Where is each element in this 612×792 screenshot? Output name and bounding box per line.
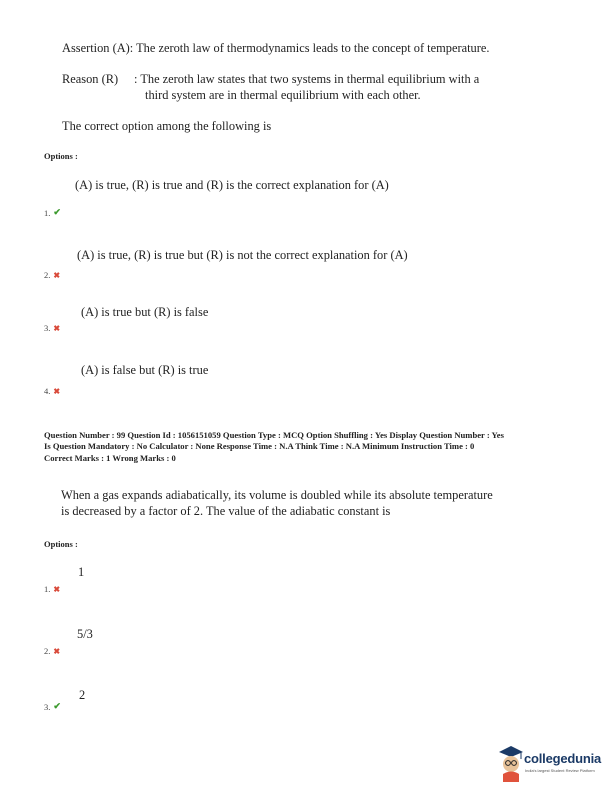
option-2-marker [44,270,60,280]
question-meta-line3: Correct Marks : 1 Wrong Marks : 0 [44,453,176,463]
option-1-marker [44,207,61,218]
question-prompt: The correct option among the following is [62,119,272,133]
logo-tagline: India's largest Student Review Platform [525,768,595,773]
check-icon: ✔ [53,701,61,711]
reason-label: Reason (R) [62,72,119,86]
option-number: 4. [44,386,51,396]
question-meta-line2: Is Question Mandatory : No Calculator : None Response Time : N.A Think Time : N.A Minimum Instruction Time : 0 [44,441,475,451]
q2-option-3-text: 2 [79,688,86,702]
option-number: 2. [44,646,51,656]
reason-text-line1: : The zeroth law states that two systems in thermal equilibrium with a [134,72,480,86]
question-meta-line1: Question Number : 99 Question Id : 1056151059 Question Type : MCQ Option Shuffling : Yes Display Question Number : Yes [44,430,504,440]
options-label: Options : [44,539,78,549]
cross-icon: ✖ [53,386,61,396]
q2-option-1-text: 1 [78,565,85,579]
option-2-text: (A) is true, (R) is true but (R) is not the correct explanation for (A) [77,248,408,262]
option-1-text: (A) is true, (R) is true and (R) is the correct explanation for (A) [75,178,389,192]
cross-icon: ✖ [53,584,61,594]
question2-text-line2: is decreased by a factor of 2. The value of the adiabatic constant is [61,504,391,518]
option-3-text: (A) is true but (R) is false [81,305,209,319]
option-3-marker [44,323,60,333]
question2-text-line1: When a gas expands adiabatically, its volume is doubled while its absolute temperature [61,488,493,502]
check-icon: ✔ [53,207,61,217]
option-number: 3. [44,701,51,712]
cross-icon: ✖ [53,646,61,656]
q2-option-2-marker [44,646,60,656]
q2-option-2-text: 5/3 [77,627,93,641]
q2-option-3-marker [44,701,61,712]
option-4-text: (A) is false but (R) is true [81,363,209,377]
option-number: 2. [44,270,51,280]
assertion-text: Assertion (A): The zeroth law of thermodynamics leads to the concept of temperature. [62,41,490,55]
options-label: Options : [44,151,78,161]
mascot-icon [497,742,525,784]
reason-text-line2: third system are in thermal equilibrium with each other. [145,88,421,102]
cross-icon: ✖ [53,270,61,280]
option-number: 1. [44,584,51,594]
collegedunia-logo [497,742,605,784]
option-4-marker [44,386,60,396]
option-number: 3. [44,323,51,333]
option-number: 1. [44,207,51,218]
q2-option-1-marker [44,584,60,594]
logo-wordmark: collegedunia [524,751,602,766]
cross-icon: ✖ [53,323,61,333]
